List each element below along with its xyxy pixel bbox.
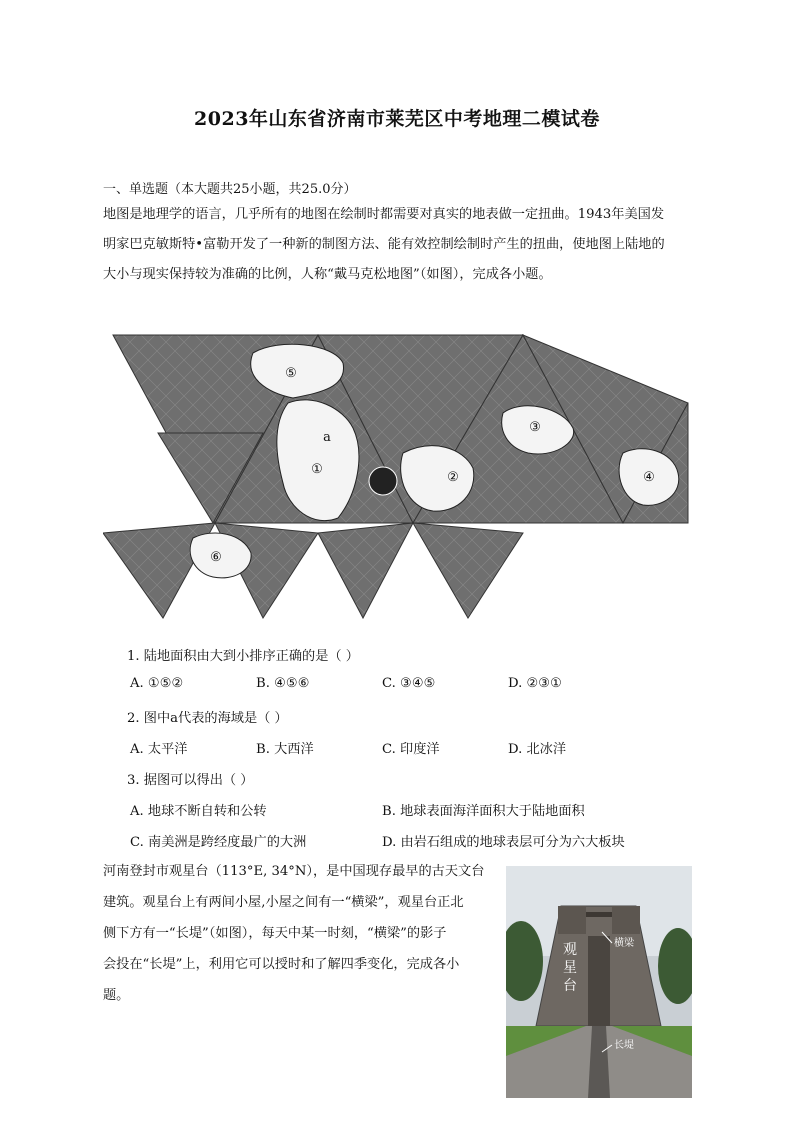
- second-paragraph-line: 侧下方有一“长堤”（如图），每天中某一时刻，“横梁”的影子: [103, 926, 447, 941]
- photo-label-tower-3: 台: [563, 978, 577, 994]
- intro-line: 明家巴克敏斯特•富勒开发了一种新的制图方法、能有效控制绘制时产生的扭曲，使地图上陆地的: [103, 237, 665, 252]
- question-2-option-b[interactable]: B. 大西洋: [256, 742, 314, 757]
- second-paragraph-line: 会投在“长堤”上，利用它可以授时和了解四季变化，完成各小: [103, 957, 460, 972]
- question-3-option-b[interactable]: B. 地球表面海洋面积大于陆地面积: [382, 804, 585, 819]
- dymaxion-map-figure: [103, 333, 693, 625]
- section-heading: 一、单选题（本大题共25小题，共25.0分）: [103, 182, 357, 197]
- map-label-6: ⑥: [210, 550, 222, 565]
- question-3-option-c[interactable]: C. 南美洲是跨经度最广的大洲: [130, 835, 307, 850]
- question-2-option-d[interactable]: D. 北冰洋: [508, 742, 567, 757]
- photo-label-beam: 横梁: [614, 938, 634, 949]
- observatory-photo: [506, 866, 692, 1098]
- intro-paragraph: [103, 200, 693, 290]
- question-1-option-d[interactable]: D. ②③①: [508, 676, 562, 691]
- second-paragraph-line: 河南登封市观星台（113°E, 34°N），是中国现存最早的古天文台: [103, 864, 485, 879]
- second-paragraph-line: 题。: [103, 988, 130, 1003]
- map-label-4: ④: [643, 470, 655, 485]
- second-paragraph: [103, 856, 498, 1011]
- question-1-option-b[interactable]: B. ④⑤⑥: [256, 676, 310, 691]
- question-3-stem: 3. 据图可以得出（ ）: [127, 773, 254, 788]
- question-1-option-c[interactable]: C. ③④⑤: [382, 676, 436, 691]
- question-3-option-a[interactable]: A. 地球不断自转和公转: [130, 804, 267, 819]
- photo-label-dike: 长堤: [614, 1040, 634, 1051]
- question-2-stem: 2. 图中a代表的海域是（ ）: [127, 711, 288, 726]
- map-pole-marker: [369, 467, 397, 495]
- map-label-a: a: [323, 430, 331, 445]
- photo-label-tower-1: 观: [563, 942, 577, 958]
- map-label-1: ①: [311, 462, 323, 477]
- map-label-5: ⑤: [285, 366, 297, 381]
- map-label-3: ③: [529, 420, 541, 435]
- question-2-option-a[interactable]: A. 太平洋: [130, 742, 188, 757]
- question-2-option-c[interactable]: C. 印度洋: [382, 742, 440, 757]
- map-label-2: ②: [447, 470, 459, 485]
- page-title: 2023年山东省济南市莱芜区中考地理二模试卷: [194, 108, 600, 130]
- question-1-stem: 1. 陆地面积由大到小排序正确的是（ ）: [127, 649, 359, 664]
- intro-line: 大小与现实保持较为准确的比例，人称“戴马克松地图”（如图），完成各小题。: [103, 267, 552, 282]
- second-paragraph-line: 建筑。观星台上有两间小屋,小屋之间有一“横梁”，观星台正北: [103, 895, 464, 910]
- intro-line: 地图是地理学的语言，几乎所有的地图在绘制时都需要对真实的地表做一定扭曲。1943年美国发: [103, 207, 665, 222]
- question-1-option-a[interactable]: A. ①⑤②: [130, 676, 184, 691]
- photo-label-tower-2: 星: [563, 960, 577, 976]
- question-3-option-d[interactable]: D. 由岩石组成的地球表层可分为六大板块: [382, 835, 625, 850]
